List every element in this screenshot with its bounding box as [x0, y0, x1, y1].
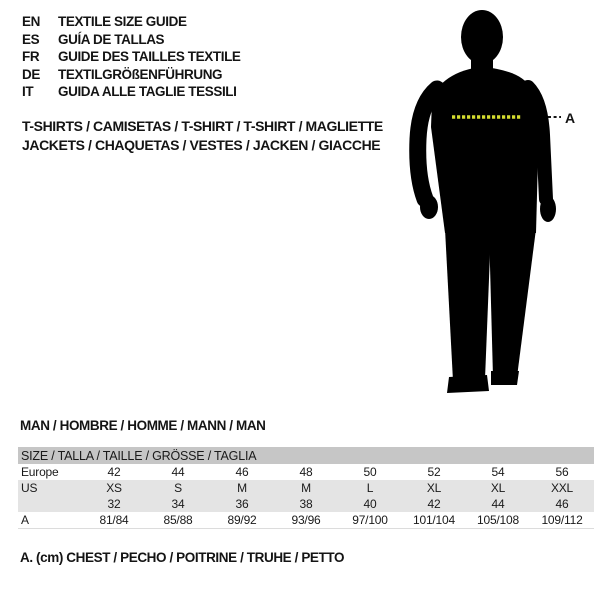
size-cell: XXL	[530, 480, 594, 496]
size-cell: 36	[210, 496, 274, 512]
language-code: EN	[22, 14, 40, 29]
row-label	[18, 496, 82, 512]
size-table-header-row	[18, 447, 594, 464]
language-row	[22, 48, 241, 66]
size-cell: 81/84	[82, 512, 146, 528]
measure-label-a: A	[565, 110, 576, 126]
size-table-header: SIZE / TALLA / TAILLE / GRÖSSE / TAGLIA	[18, 447, 594, 464]
size-cell: 40	[338, 496, 402, 512]
size-cell: 109/112	[530, 512, 594, 528]
size-cell: 97/100	[338, 512, 402, 528]
table-row-chest-a	[18, 512, 594, 528]
man-silhouette	[418, 10, 556, 393]
language-row	[22, 83, 241, 101]
size-cell: 89/92	[210, 512, 274, 528]
language-title: TEXTILGRÖßENFÜHRUNG	[58, 66, 223, 82]
size-cell: 50	[363, 465, 377, 479]
table-row-europe	[18, 464, 594, 480]
size-cell: 48	[299, 465, 313, 479]
size-cell: 44	[466, 496, 530, 512]
garment-line-jackets: JACKETS / CHAQUETAS / VESTES / JACKEN / GIACCHE	[22, 136, 381, 153]
language-title: GUÍA DE TALLAS	[58, 31, 165, 47]
language-title: GUIDA ALLE TAGLIE TESSILI	[58, 84, 237, 99]
language-title: GUIDE DES TAILLES TEXTILE	[58, 49, 241, 64]
man-silhouette-svg	[403, 5, 595, 405]
language-code: IT	[22, 84, 34, 99]
chest-measure-footnote: A. (cm) CHEST / PECHO / POITRINE / TRUHE / PETTO	[20, 550, 345, 565]
size-cell: XS	[82, 480, 146, 496]
language-row	[22, 31, 241, 49]
size-cell: 34	[146, 496, 210, 512]
row-label: US	[18, 480, 82, 496]
size-cell: 46	[235, 465, 249, 479]
garment-line-tshirts: T-SHIRTS / CAMISETAS / T-SHIRT / T-SHIRT / MAGLIETTE	[22, 118, 383, 134]
row-label: Europe	[21, 465, 59, 479]
language-list	[22, 13, 241, 101]
size-cell: 44	[171, 465, 185, 479]
size-cell: S	[146, 480, 210, 496]
size-cell: L	[338, 480, 402, 496]
language-title: TEXTILE SIZE GUIDE	[58, 14, 187, 29]
size-cell: 56	[555, 465, 569, 479]
table-row-us	[18, 480, 594, 496]
size-cell: 52	[427, 465, 441, 479]
size-cell: M	[274, 480, 338, 496]
section-label-man: MAN / HOMBRE / HOMME / MANN / MAN	[20, 418, 266, 433]
language-code: DE	[22, 66, 40, 82]
size-cell: M	[210, 480, 274, 496]
language-row	[22, 13, 241, 31]
size-cell: 42	[402, 496, 466, 512]
man-silhouette-figure	[403, 5, 595, 405]
size-cell: 54	[491, 465, 505, 479]
size-cell: 85/88	[146, 512, 210, 528]
size-cell: 38	[274, 496, 338, 512]
garment-categories	[22, 117, 383, 154]
size-cell: 101/104	[402, 512, 466, 528]
language-code: ES	[22, 31, 40, 47]
size-table	[18, 447, 594, 529]
size-cell: XL	[466, 480, 530, 496]
language-code: FR	[22, 49, 40, 64]
table-row-us-numeric	[18, 496, 594, 512]
size-cell: 105/108	[466, 512, 530, 528]
size-cell: 42	[107, 465, 121, 479]
size-cell: 46	[530, 496, 594, 512]
row-label: A	[18, 512, 82, 528]
size-cell: 93/96	[274, 512, 338, 528]
size-cell: XL	[402, 480, 466, 496]
size-cell: 32	[82, 496, 146, 512]
language-row	[22, 66, 241, 84]
